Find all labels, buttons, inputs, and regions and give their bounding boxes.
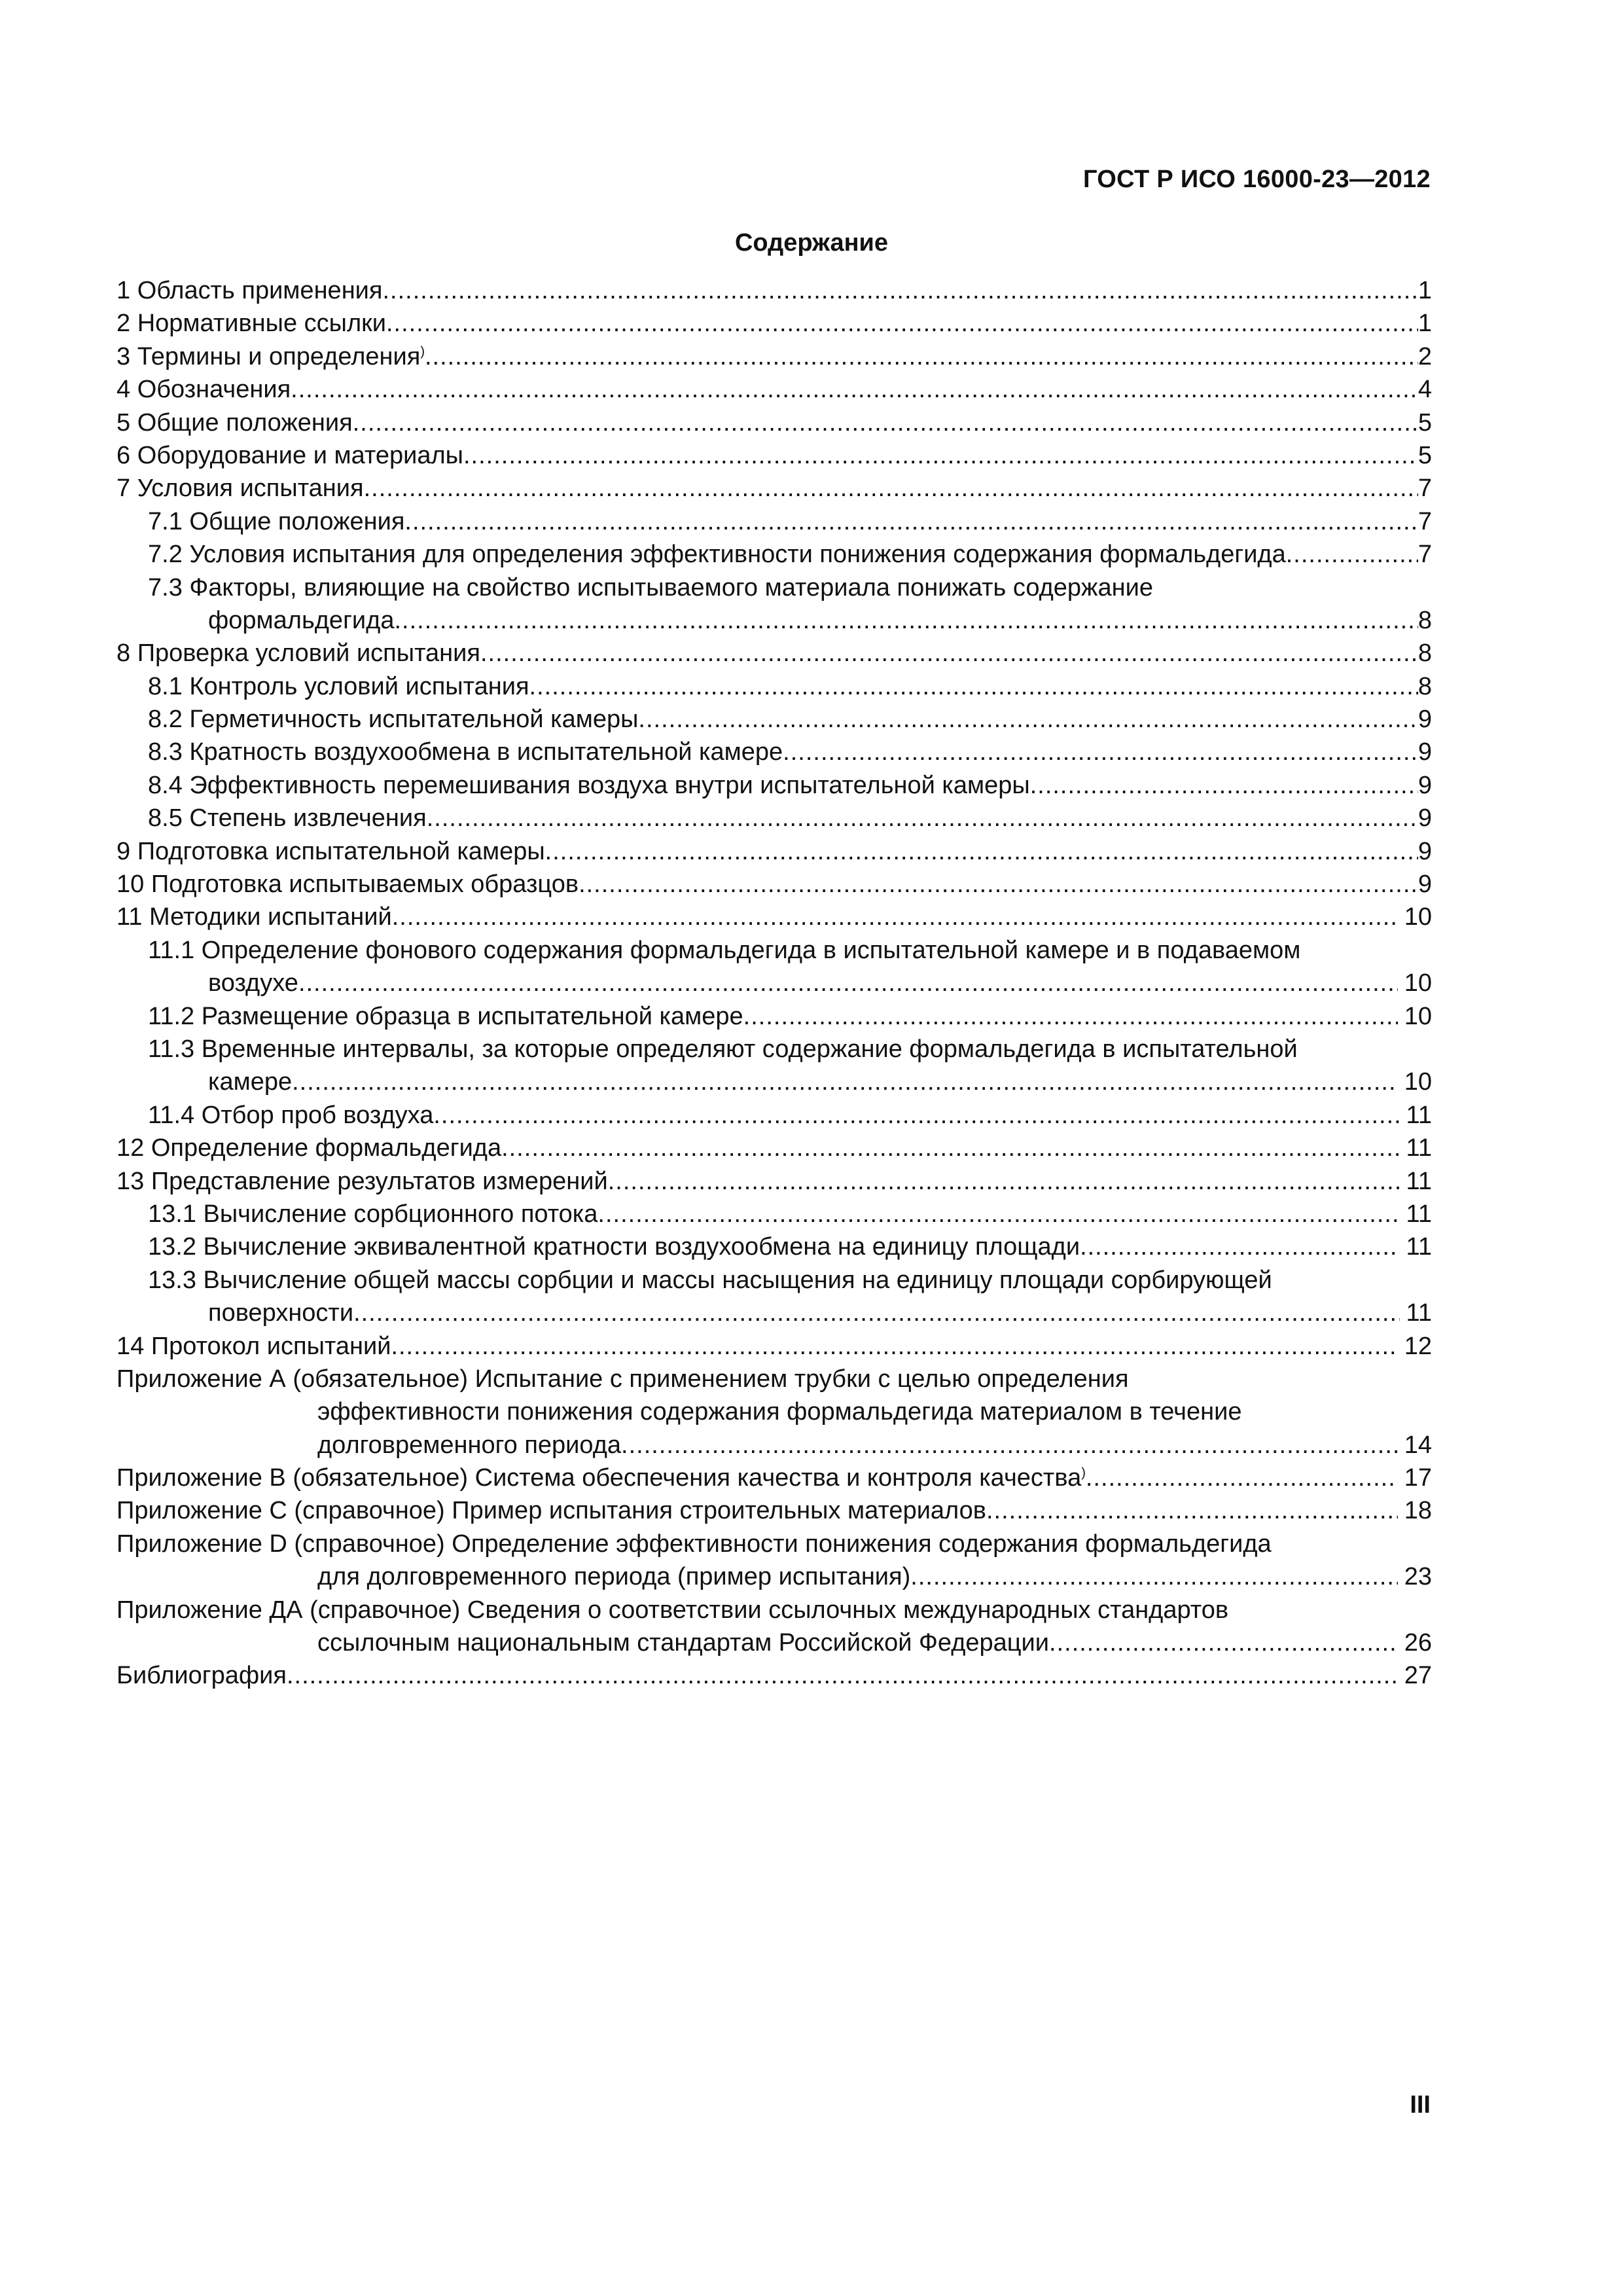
toc-entry[interactable] [116, 439, 1432, 472]
toc-entry-continuation[interactable] [116, 1297, 1432, 1329]
toc-entry[interactable] [116, 637, 1432, 670]
leader-dots [783, 736, 1418, 768]
toc-entry-text: 10 Подготовка испытываемых образцов [116, 870, 579, 899]
leader-dots [597, 1198, 1399, 1230]
leader-dots [1049, 1626, 1398, 1659]
toc-entry-text: 11.4 Отбор проб воздуха [148, 1101, 434, 1129]
toc-entry-page: 26 [1404, 1629, 1432, 1657]
toc-entry-page: 27 [1404, 1662, 1432, 1690]
toc-entry-continuation[interactable] [116, 1560, 1432, 1593]
toc-entry[interactable] [116, 1132, 1432, 1164]
leader-dots [1286, 538, 1418, 571]
leader-dots [404, 505, 1418, 538]
toc-entry-page: 9 [1418, 837, 1432, 865]
toc-entry[interactable] [116, 307, 1432, 340]
leader-dots [579, 868, 1418, 901]
toc-entry-text: 11.1 Определение фонового содержания формальдегида в испытательной камере и в подаваемом [148, 936, 1301, 964]
toc-entry-page: 10 [1404, 969, 1432, 997]
leader-dots [298, 967, 1398, 999]
toc-entry[interactable] [116, 571, 1432, 604]
toc-entry-page: 1 [1418, 277, 1432, 304]
toc-entry[interactable] [116, 505, 1432, 538]
toc-entry[interactable] [116, 901, 1432, 933]
toc-entry[interactable] [116, 868, 1432, 901]
toc-entry-text: Приложение ДА (справочное) Сведения о соответствии ссылочных международных стандартов [116, 1596, 1229, 1624]
leader-dots [392, 901, 1398, 933]
toc-entry[interactable] [116, 835, 1432, 868]
leader-dots [986, 1494, 1398, 1527]
toc-entry-text: 5 Общие положения [116, 408, 353, 437]
leader-dots [608, 1165, 1400, 1198]
toc-entry[interactable] [116, 670, 1432, 703]
toc-entry-page: 7 [1418, 475, 1432, 503]
toc-entry[interactable] [116, 406, 1432, 439]
leader-dots [292, 1066, 1398, 1098]
table-of-contents [116, 274, 1432, 1693]
toc-entry[interactable] [116, 1165, 1432, 1198]
toc-entry-text: Приложение С (справочное) Пример испытания строительных материалов [116, 1497, 986, 1525]
toc-entry-page: 11 [1406, 1233, 1432, 1261]
leader-dots [638, 703, 1418, 736]
toc-entry-text: 11 Методики испытаний [116, 903, 392, 931]
toc-entry[interactable] [116, 703, 1432, 736]
toc-entry[interactable] [116, 1330, 1432, 1363]
toc-entry-page: 5 [1418, 408, 1432, 437]
toc-entry[interactable] [116, 1462, 1432, 1494]
toc-entry-page: 23 [1404, 1563, 1432, 1591]
toc-title: Содержание [734, 229, 889, 257]
toc-entry-page: 8 [1418, 672, 1432, 700]
leader-dots [287, 1659, 1398, 1692]
leader-dots [433, 1099, 1399, 1132]
toc-entry-page: 11 [1406, 1167, 1432, 1195]
toc-entry-text: 8.5 Степень извлечения [148, 804, 427, 833]
toc-entry-page: 10 [1404, 1002, 1432, 1030]
toc-entry[interactable] [116, 1528, 1432, 1560]
toc-entry-page: 8 [1418, 606, 1432, 634]
toc-entry-page: 5 [1418, 441, 1432, 469]
toc-entry-page: 9 [1418, 804, 1432, 833]
leader-dots [743, 1000, 1398, 1033]
leader-dots [529, 670, 1418, 703]
toc-entry-page: 11 [1406, 1299, 1432, 1327]
toc-entry-text: 7.2 Условия испытания для определения эффективности понижения содержания формальдегида [148, 541, 1286, 569]
toc-entry-text: формальдегида [208, 606, 395, 634]
toc-entry-text: воздухе [208, 969, 298, 997]
toc-entry-text: ссылочным национальным стандартам Российской Федерации [317, 1629, 1050, 1657]
toc-entry-page: 11 [1406, 1101, 1432, 1129]
toc-entry-text: 9 Подготовка испытательной камеры [116, 837, 545, 865]
toc-entry-page: 9 [1418, 771, 1432, 799]
toc-entry-text: 3 Термины и определения) [116, 342, 425, 370]
toc-entry-page: 10 [1404, 903, 1432, 931]
leader-dots [545, 835, 1418, 868]
toc-entry[interactable] [116, 1264, 1432, 1297]
toc-entry-text: 8.2 Герметичность испытательной камеры [148, 706, 639, 734]
toc-entry-continuation[interactable] [116, 1066, 1432, 1098]
toc-entry-text: 4 Обозначения [116, 376, 291, 404]
toc-entry-continuation[interactable] [116, 1429, 1432, 1462]
toc-entry[interactable] [116, 1659, 1432, 1692]
toc-entry[interactable] [116, 1198, 1432, 1230]
page-number: III [1410, 2091, 1431, 2119]
footnote-mark: ) [420, 344, 425, 359]
toc-entry[interactable] [116, 934, 1432, 967]
toc-entry[interactable] [116, 736, 1432, 768]
toc-entry-text: 7.1 Общие положения [148, 507, 405, 535]
toc-entry[interactable] [116, 769, 1432, 802]
toc-entry-page: 1 [1418, 310, 1432, 338]
toc-entry-text: Приложение В (обязательное) Система обеспечения качества и контроля качества) [116, 1464, 1086, 1492]
leader-dots [1080, 1230, 1399, 1263]
toc-entry[interactable] [116, 472, 1432, 505]
toc-entry-page: 9 [1418, 870, 1432, 899]
leader-dots [1086, 1462, 1398, 1494]
toc-entry-text: поверхности [208, 1299, 354, 1327]
toc-entry-page: 7 [1418, 541, 1432, 569]
toc-entry-text: 2 Нормативные ссылки [116, 310, 386, 338]
toc-entry-text: долговременного периода [317, 1431, 622, 1459]
leader-dots [621, 1429, 1398, 1462]
toc-entry[interactable] [116, 340, 1432, 373]
leader-dots [364, 472, 1418, 505]
leader-dots [427, 802, 1418, 834]
toc-entry-continuation [116, 1395, 1432, 1428]
toc-entry-page: 14 [1404, 1431, 1432, 1459]
toc-entry[interactable] [116, 1033, 1432, 1066]
toc-entry-page: 11 [1406, 1200, 1432, 1228]
leader-dots [291, 373, 1418, 406]
toc-entry-page: 9 [1418, 706, 1432, 734]
toc-entry-page: 2 [1418, 342, 1432, 370]
toc-entry-text: 1 Область применения [116, 277, 383, 304]
leader-dots [353, 1297, 1399, 1329]
leader-dots [1030, 769, 1418, 802]
leader-dots [382, 274, 1418, 307]
toc-entry[interactable] [116, 1000, 1432, 1033]
toc-entry-text: камере [208, 1068, 293, 1096]
toc-entry-continuation[interactable] [116, 1626, 1432, 1659]
toc-entry-text: 7.3 Факторы, влияющие на свойство испытываемого материала понижать содержание [148, 573, 1153, 601]
toc-entry-text: 11.2 Размещение образца в испытательной камере [148, 1002, 743, 1030]
toc-entry-page: 8 [1418, 639, 1432, 668]
toc-entry[interactable] [116, 1230, 1432, 1263]
toc-entry-text: эффективности понижения содержания формальдегида материалом в течение [317, 1398, 1242, 1426]
toc-entry[interactable] [116, 274, 1432, 307]
toc-entry-text: 13 Представление результатов измерений [116, 1167, 608, 1195]
toc-entry-page: 9 [1418, 738, 1432, 766]
toc-entry-text: 13.2 Вычисление эквивалентной кратности воздухообмена на единицу площади [148, 1233, 1080, 1261]
toc-entry[interactable] [116, 1099, 1432, 1132]
toc-entry[interactable] [116, 1594, 1432, 1626]
leader-dots [425, 340, 1418, 373]
leader-dots [386, 307, 1418, 340]
leader-dots [480, 637, 1418, 670]
toc-entry-text: 7 Условия испытания [116, 475, 364, 503]
leader-dots [353, 406, 1418, 439]
toc-entry-text: 8 Проверка условий испытания [116, 639, 480, 668]
leader-dots [394, 604, 1418, 637]
leader-dots [910, 1560, 1397, 1593]
toc-entry-text: 8.3 Кратность воздухообмена в испытательной камере [148, 738, 783, 766]
toc-entry[interactable] [116, 1494, 1432, 1527]
toc-entry-text: для долговременного периода (пример испытания) [317, 1563, 911, 1591]
toc-entry-text: 8.4 Эффективность перемешивания воздуха внутри испытательной камеры [148, 771, 1030, 799]
toc-entry-text: 11.3 Временные интервалы, за которые определяют содержание формальдегида в испытательной [148, 1035, 1298, 1063]
toc-entry-text: 13.1 Вычисление сорбционного потока [148, 1200, 598, 1228]
leader-dots [501, 1132, 1399, 1164]
toc-entry-page: 17 [1404, 1464, 1432, 1492]
toc-entry-text: 13.3 Вычисление общей массы сорбции и массы насыщения на единицу площади сорбирующей [148, 1266, 1272, 1294]
toc-entry-page: 12 [1404, 1332, 1432, 1360]
toc-entry-text: 12 Определение формальдегида [116, 1134, 502, 1162]
footnote-mark: ) [1081, 1465, 1086, 1480]
toc-entry-page: 7 [1418, 507, 1432, 535]
toc-entry-text: 14 Протокол испытаний [116, 1332, 391, 1360]
toc-entry[interactable] [116, 1363, 1432, 1395]
toc-entry-page: 10 [1404, 1068, 1432, 1096]
toc-entry-text: 8.1 Контроль условий испытания [148, 672, 529, 700]
document-header: ГОСТ Р ИСО 16000-23—2012 [1082, 166, 1431, 193]
toc-entry-page: 11 [1406, 1134, 1432, 1162]
toc-entry-text: Библиография [116, 1662, 287, 1690]
toc-entry[interactable] [116, 373, 1432, 406]
leader-dots [391, 1330, 1397, 1363]
toc-entry[interactable] [116, 538, 1432, 571]
toc-entry-text: Приложение D (справочное) Определение эффективности понижения содержания формальдегида [116, 1530, 1272, 1558]
toc-entry[interactable] [116, 802, 1432, 834]
toc-entry-text: 6 Оборудование и материалы [116, 441, 463, 469]
leader-dots [463, 439, 1418, 472]
toc-entry-continuation[interactable] [116, 604, 1432, 637]
toc-entry-page: 4 [1418, 376, 1432, 404]
toc-entry-page: 18 [1404, 1497, 1432, 1525]
toc-entry-continuation[interactable] [116, 967, 1432, 999]
toc-entry-text: Приложение А (обязательное) Испытание с применением трубки с целью определения [116, 1365, 1129, 1393]
